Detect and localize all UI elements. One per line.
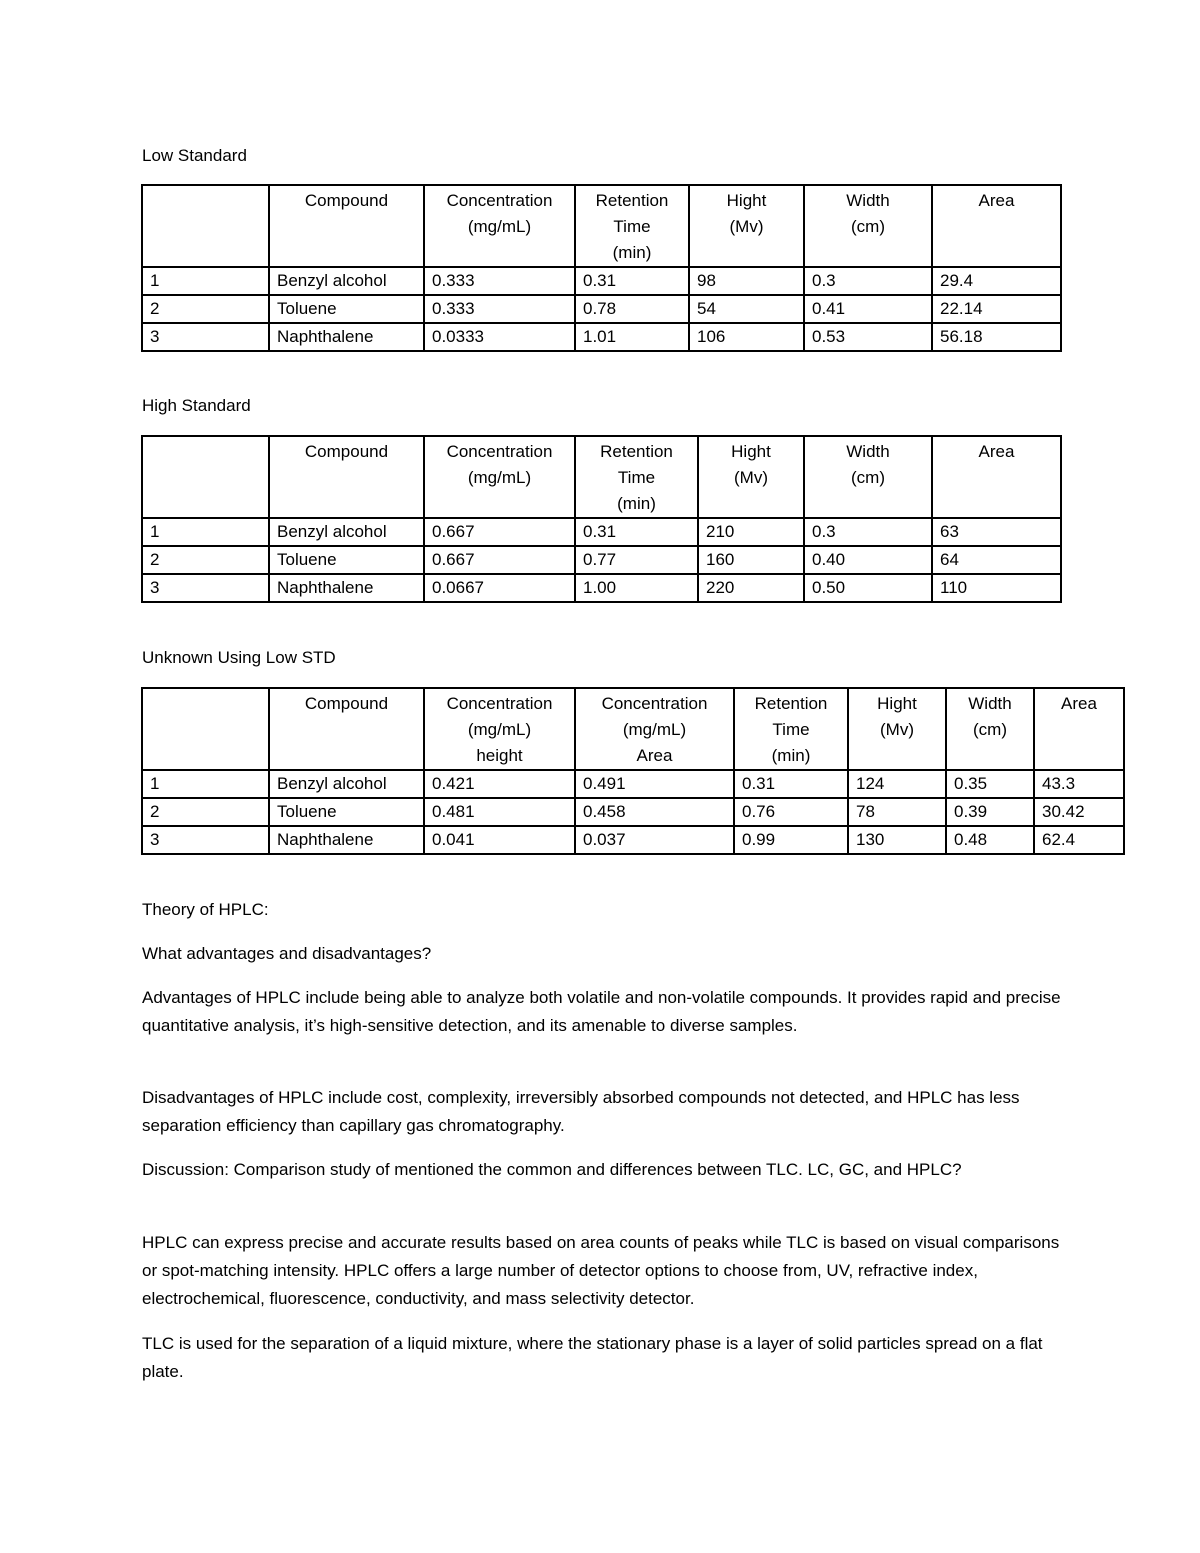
header-line: Area [978, 442, 1015, 461]
table-header-row [142, 436, 1061, 518]
table-cell: 0.481 [424, 798, 575, 826]
table-cell: 0.39 [946, 798, 1034, 826]
tlc-paragraph: TLC is used for the separation of a liquid mixture, where the stationary phase is a layer of solid particles spread on a flat plate. [142, 1334, 1043, 1381]
table-cell: 0.333 [424, 267, 575, 295]
table-cell: 54 [689, 295, 804, 323]
header-cell [575, 436, 698, 518]
table-cell: 64 [932, 546, 1061, 574]
header-line: (mg/mL) [467, 468, 532, 487]
table-cell: 0.667 [424, 546, 575, 574]
table-cell: 2 [142, 798, 269, 826]
low-standard-table [141, 184, 1062, 352]
table-cell: 62.4 [1034, 826, 1124, 854]
header-cell [269, 688, 424, 770]
table-cell: 98 [689, 267, 804, 295]
table-cell: 110 [932, 574, 1061, 602]
header-cell [269, 436, 424, 518]
unknown-low-std-title: Unknown Using Low STD [142, 648, 336, 667]
table-cell: 0.3 [804, 518, 932, 546]
header-line: (mg/mL) [467, 720, 532, 739]
table-cell: Naphthalene [269, 323, 424, 351]
table-cell: 0.0667 [424, 574, 575, 602]
table-cell: 0.041 [424, 826, 575, 854]
table-cell: Benzyl alcohol [269, 267, 424, 295]
header-cell-empty [142, 688, 269, 770]
header-line: Retention [600, 442, 673, 461]
table-cell: 3 [142, 826, 269, 854]
disadvantages-paragraph: Disadvantages of HPLC include cost, complexity, irreversibly absorbed compounds not detected, and HPLC has less separation efficiency than capillary gas chromatography. [142, 1088, 1020, 1135]
header-cell [575, 688, 734, 770]
table-row [142, 574, 1061, 602]
table-cell: 0.31 [734, 770, 848, 798]
table-header-row [142, 185, 1061, 267]
header-line: Time [772, 720, 810, 739]
header-line: Width [968, 694, 1012, 713]
table-cell: 0.50 [804, 574, 932, 602]
header-line: Area [978, 191, 1015, 210]
table-cell: 130 [848, 826, 946, 854]
question-advantages-disadvantages: What advantages and disadvantages? [142, 944, 432, 963]
table-cell: 3 [142, 574, 269, 602]
header-line: Width [846, 442, 890, 461]
table-cell: 0.421 [424, 770, 575, 798]
header-cell [575, 185, 689, 267]
table-cell: Toluene [269, 546, 424, 574]
table-cell: 0.99 [734, 826, 848, 854]
header-line: (Mv) [729, 217, 764, 236]
low-standard-title: Low Standard [142, 146, 247, 165]
table-cell: 56.18 [932, 323, 1061, 351]
theory-heading: Theory of HPLC: [142, 900, 269, 919]
table-cell: 0.53 [804, 323, 932, 351]
header-cell [689, 185, 804, 267]
advantages-paragraph: Advantages of HPLC include being able to analyze both volatile and non-volatile compounds. It provides rapid and precise quantitative analysis, it’s high-sensitive detection, and its amenable to diverse samples. [142, 988, 1061, 1035]
header-line: Compound [304, 694, 389, 713]
header-cell [424, 436, 575, 518]
table-cell: 124 [848, 770, 946, 798]
header-line: (mg/mL) [467, 217, 532, 236]
table-cell: 210 [698, 518, 804, 546]
header-line: Hight [726, 191, 767, 210]
table-cell: 0.78 [575, 295, 689, 323]
table-cell: 0.333 [424, 295, 575, 323]
hplc-paragraph: HPLC can express precise and accurate results based on area counts of peaks while TLC is based on visual comparisons or spot-matching intensity. HPLC offers a large number of detector options to choose from, UV, refractive index, electrochemical, fluorescence, conductivity, and mass selectivity detector. [142, 1233, 1060, 1308]
table-cell: 0.458 [575, 798, 734, 826]
table-cell: 22.14 [932, 295, 1061, 323]
table-cell: Toluene [269, 798, 424, 826]
table-cell: 2 [142, 295, 269, 323]
discussion-question: Discussion: Comparison study of mentioned the common and differences between TLC. LC, GC, and HPLC? [142, 1160, 962, 1179]
header-cell [424, 688, 575, 770]
table-cell: 0.31 [575, 518, 698, 546]
header-cell [932, 185, 1061, 267]
header-line: Width [846, 191, 890, 210]
table-cell: Benzyl alcohol [269, 518, 424, 546]
header-line: (cm) [973, 720, 1007, 739]
header-line: (Mv) [734, 468, 768, 487]
table-cell: 0.76 [734, 798, 848, 826]
table-cell: 0.037 [575, 826, 734, 854]
header-cell [946, 688, 1034, 770]
table-cell: 106 [689, 323, 804, 351]
header-line: Time [613, 217, 651, 236]
table-cell: 78 [848, 798, 946, 826]
header-line: Retention [754, 694, 828, 713]
header-line: Concentration [601, 694, 708, 713]
table-row [142, 798, 1124, 826]
table-cell: 0.0333 [424, 323, 575, 351]
header-line: (min) [617, 494, 656, 513]
header-line: (Mv) [880, 720, 914, 739]
header-cell [698, 436, 804, 518]
header-cell [804, 436, 932, 518]
table-row [142, 546, 1061, 574]
header-line: Concentration [446, 191, 553, 210]
header-line: Hight [877, 694, 917, 713]
table-cell: 220 [698, 574, 804, 602]
table-cell: 1 [142, 267, 269, 295]
header-line: Time [617, 468, 656, 487]
header-line: (mg/mL) [622, 720, 687, 739]
header-line: Concentration [446, 442, 553, 461]
table-cell: 1.01 [575, 323, 689, 351]
header-line: Hight [731, 442, 771, 461]
header-cell [848, 688, 946, 770]
header-line: Area [1061, 694, 1097, 713]
header-cell [424, 185, 575, 267]
table-cell: 2 [142, 546, 269, 574]
table-cell: Naphthalene [269, 574, 424, 602]
table-cell: 0.667 [424, 518, 575, 546]
header-line: (cm) [851, 468, 885, 487]
table-cell: Benzyl alcohol [269, 770, 424, 798]
table-row [142, 518, 1061, 546]
table-cell: 0.491 [575, 770, 734, 798]
table-cell: 0.48 [946, 826, 1034, 854]
table-cell: 30.42 [1034, 798, 1124, 826]
table-cell: 0.40 [804, 546, 932, 574]
header-cell [932, 436, 1061, 518]
high-standard-table [141, 435, 1062, 603]
table-cell: 1.00 [575, 574, 698, 602]
table-cell: 0.41 [804, 295, 932, 323]
table-header-row [142, 688, 1124, 770]
header-line: Concentration [446, 694, 553, 713]
table-cell: 0.31 [575, 267, 689, 295]
header-cell [1034, 688, 1124, 770]
table-cell: 43.3 [1034, 770, 1124, 798]
table-cell: 63 [932, 518, 1061, 546]
table-cell: 29.4 [932, 267, 1061, 295]
table-cell: Toluene [269, 295, 424, 323]
table-row [142, 267, 1061, 295]
table-cell: 0.3 [804, 267, 932, 295]
table-row [142, 323, 1061, 351]
header-line: (min) [771, 746, 811, 765]
header-line: (cm) [851, 217, 885, 236]
high-standard-title: High Standard [142, 396, 251, 415]
header-line: Compound [304, 191, 389, 210]
header-cell-empty [142, 185, 269, 267]
header-cell [804, 185, 932, 267]
table-cell: 160 [698, 546, 804, 574]
header-cell [269, 185, 424, 267]
header-cell-empty [142, 436, 269, 518]
header-line: height [476, 746, 523, 765]
table-row [142, 826, 1124, 854]
table-cell: 3 [142, 323, 269, 351]
table-cell: Naphthalene [269, 826, 424, 854]
header-line: Area [636, 746, 673, 765]
table-cell: 0.77 [575, 546, 698, 574]
header-line: Compound [304, 442, 389, 461]
table-row [142, 770, 1124, 798]
header-line: (min) [612, 243, 652, 262]
table-row [142, 295, 1061, 323]
unknown-low-std-table [141, 687, 1125, 855]
table-cell: 1 [142, 518, 269, 546]
table-cell: 0.35 [946, 770, 1034, 798]
header-line: Retention [595, 191, 669, 210]
header-cell [734, 688, 848, 770]
table-cell: 1 [142, 770, 269, 798]
